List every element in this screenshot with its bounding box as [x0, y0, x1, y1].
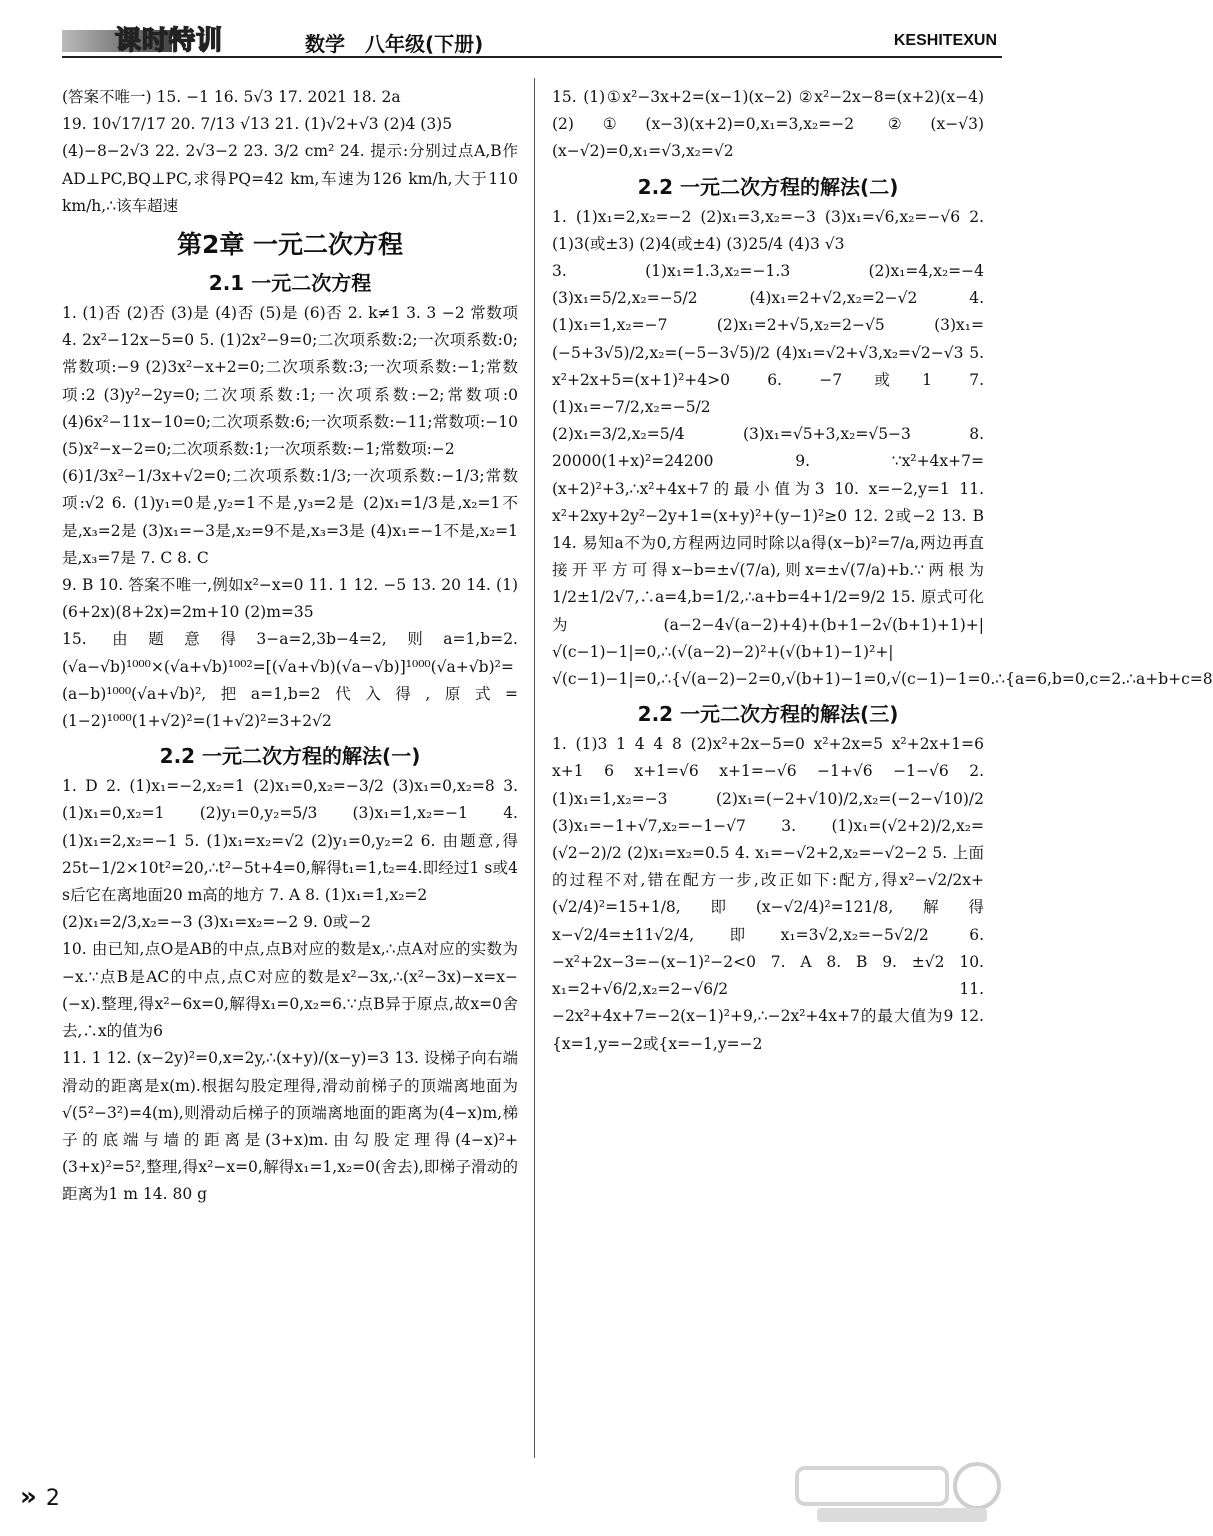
section-title: 2.2 一元二次方程的解法(一)	[159, 744, 421, 769]
page-number: 2	[45, 1486, 60, 1511]
section-title: 2.2 一元二次方程的解法(二)	[637, 174, 899, 199]
left-column	[62, 84, 518, 1209]
right-column	[552, 84, 1213, 1058]
page-header	[0, 0, 1027, 62]
page-footer	[20, 1482, 60, 1512]
book-logo: 课时特训	[115, 26, 224, 56]
answer-paragraph: 15. (1)①x²−3x+2=(x−1)(x−2) ②x²−2x−8=(x+2)(x−4) (2)①(x−3)(x+2)=0,x₁=3,x₂=−2 ②(x−√3)(x−√2)=0,x₁=√3,x₂=√2	[552, 88, 984, 161]
answer-paragraph: 1. (1)x₁=2,x₂=−2 (2)x₁=3,x₂=−3 (3)x₁=√6,x₂=−√6 2. (1)3(或±3) (2)4(或±4) (3)25/4 (4)3 √3	[552, 207, 984, 253]
answer-paragraph: 10. 由已知,点O是AB的中点,点B对应的数是x,∴点A对应的实数为−x.∵点B是AC的中点,点C对应的数是x²−3x,∴(x²−3x)−x=x−(−x).整理,得x²−6x=0,解得x₁=0,x₂=6.∵点B异于原点,故x=0舍去,∴x的值为6	[62, 940, 518, 1041]
answer-paragraph: (答案不唯一) 15. −1 16. 5√3 17. 2021 18. 2a	[62, 88, 401, 106]
answer-paragraph: (2)x₁=2/3,x₂=−3 (3)x₁=x₂=−2 9. 0或−2	[62, 913, 372, 932]
answer-paragraph: 11. 1 12. (x−2y)²=0,x=2y,∴(x+y)/(x−y)=3 13. 设梯子向右端滑动的距离是x(m).根据勾股定理得,滑动前梯子的顶端离地面为√(5²−3²)=4(m),则滑动后梯子的顶端离地面的距离为(4−x)m,梯子的底端与墙的距离是(3+x)m.由勾股定理得(4−x)²+(3+x)²=5²,整理,得x²−x=0,解得x₁=1,x₂=0(舍去),即梯子滑动的距离为1 m 14. 80 g	[62, 1049, 518, 1204]
grade-label: 八年级(下册)	[365, 32, 484, 56]
answer-paragraph: 1. (1)3 1 4 4 8 (2)x²+2x−5=0 x²+2x=5 x²+2x+1=6 x+1 6 x+1=√6 x+1=−√6 −1+√6 −1−√6 2. (1)x₁=1,x₂=−3 (2)x₁=(−2+√10)/2,x₂=(−2−√10)/2 (3)x₁=−1+√7,x₂=−1−√7 3. (1)x₁=(√2+2)/2,x₂=(√2−2)/2 (2)x₁=x₂=0.5 4. x₁=−√2+2,x₂=−√2−2 5. 上面的过程不对,错在配方一步,改正如下:配方,得x²−√2/2x+(√2/4)²=15+1/8,即(x−√2/4)²=121/8,解得x−√2/4=±11√2/4,即x₁=3√2,x₂=−5√2/2 6. −x²+2x−3=−(x−1)²−2<0 7. A 8. B 9. ±√2 10. x₁=2+√6/2,x₂=2−√6/2 11. −2x²+4x+7=−2(x−1)²+9,∴−2x²+4x+7的最大值为9 12. {x=1,y=−2或{x=−1,y=−2	[552, 735, 984, 1053]
answer-paragraph: (2)x₁=3/2,x₂=5/4 (3)x₁=√5+3,x₂=√5−3 8. 20000(1+x)²=24200 9. ∵x²+4x+7=(x+2)²+3,∴x²+4x+7的最小值为3 10. x=−2,y=1 11. x²+2xy+2y²−2y+1=(x+y)²+(y−1)²≥0 12. 2或−2 13. B 14. 易知a不为0,方程两边同时除以a得(x−b)²=7/a,两边再直接开平方可得x−b=±√(7/a),则x=±√(7/a)+b.∵两根为1/2±1/2√7,∴a=4,b=1/2,∴a+b=4+1/2=9/2 15. 原式可化为(a−2−4√(a−2)+4)+(b+1−2√(b+1)+1)+|√(c−1)−1|=0,∴(√(a−2)−2)²+(√(b+1)−1)²+|√(c−1)−1|=0,∴{√(a−2)−2=0,√(b+1)−1=0,√(c−1)−1=0.∴{a=6,b=0,c=2.∴a+b+c=8	[552, 425, 1213, 689]
chapter-title: 第2章 一元二次方程	[176, 230, 404, 260]
section-title: 2.2 一元二次方程的解法(三)	[637, 702, 899, 727]
answer-paragraph: 1. D 2. (1)x₁=−2,x₂=1 (2)x₁=0,x₂=−3/2 (3)x₁=0,x₂=8 3. (1)x₁=0,x₂=1 (2)y₁=0,y₂=5/3 (3)x₁=1,x₂=−1 4. (1)x₁=2,x₂=−1 5. (1)x₁=x₂=√2 (2)y₁=0,y₂=2 6. 由题意,得25t−1/2×10t²=20,∴t²−5t+4=0,解得t₁=1,t₂=4.即经过1 s或4 s后它在离地面20 m高的地方 7. A 8. (1)x₁=1,x₂=2	[62, 777, 518, 905]
watermark-logo	[787, 1458, 1007, 1528]
answer-paragraph: 19. 10√17/17 20. 7/13 √13 21. (1)√2+√3 (2)4 (3)5	[62, 115, 453, 134]
answer-paragraph: 15. 由题意得3−a=2,3b−4=2,则a=1,b=2.(√a−√b)¹⁰⁰⁰×(√a+√b)¹⁰⁰²=[(√a+√b)(√a−√b)]¹⁰⁰⁰(√a+√b)²=(a−b)¹⁰⁰⁰(√a+√b)²,把a=1,b=2代入得,原式=(1−2)¹⁰⁰⁰(1+√2)²=(1+√2)²=3+2√2	[62, 630, 518, 731]
answer-paragraph: (4)−8−2√3 22. 2√3−2 23. 3/2 cm² 24. 提示:分别过点A,B作AD⊥PC,BQ⊥PC,求得PQ=42 km,车速为126 km/h,大于110 km/h,∴该车超速	[62, 142, 518, 215]
column-divider	[534, 78, 535, 1458]
answer-paragraph: 9. B 10. 答案不唯一,例如x²−x=0 11. 1 12. −5 13. 20 14. (1)(6+2x)(8+2x)=2m+10 (2)m=35	[62, 576, 518, 622]
brand-label: KESHITEXUN	[893, 32, 997, 49]
answer-paragraph: (6)1/3x²−1/3x+√2=0;二次项系数:1/3;一次项系数:−1/3;常数项:√2 6. (1)y₁=0是,y₂=1不是,y₃=2是 (2)x₁=1/3是,x₂=1不是,x₃=2是 (3)x₁=−3是,x₂=9不是,x₃=3是 (4)x₁=−1不是,x₂=1是,x₃=7是 7. C 8. C	[62, 467, 518, 567]
section-title: 2.1 一元二次方程	[208, 271, 372, 296]
answer-paragraph: 3. (1)x₁=1.3,x₂=−1.3 (2)x₁=4,x₂=−4 (3)x₁=5/2,x₂=−5/2 (4)x₁=2+√2,x₂=2−√2 4. (1)x₁=1,x₂=−7 (2)x₁=2+√5,x₂=2−√5 (3)x₁=(−5+3√5)/2,x₂=(−5−3√5)/2 (4)x₁=√2+√3,x₂=√2−√3 5. x²+2x+5=(x+1)²+4>0 6. −7或1 7. (1)x₁=−7/2,x₂=−5/2	[552, 262, 984, 417]
answer-paragraph: 1. (1)否 (2)否 (3)是 (4)否 (5)是 (6)否 2. k≠1 3. 3 −2 常数项 4. 2x²−12x−5=0 5. (1)2x²−9=0;二次项系数:2;一次项系数:0;常数项:−9 (2)3x²−x+2=0;二次项系数:3;一次项系数:−1;常数项:2 (3)y²−2y=0;二次项系数:1;一次项系数:−2;常数项:0 (4)6x²−11x−10=0;二次项系数:6;一次项系数:−11;常数项:−10 (5)x²−x−2=0;二次项系数:1;一次项系数:−1;常数项:−2	[62, 304, 518, 459]
subject-label: 数学	[305, 32, 345, 56]
double-chevron-icon: »	[20, 1482, 37, 1512]
header-rule	[62, 56, 1002, 58]
